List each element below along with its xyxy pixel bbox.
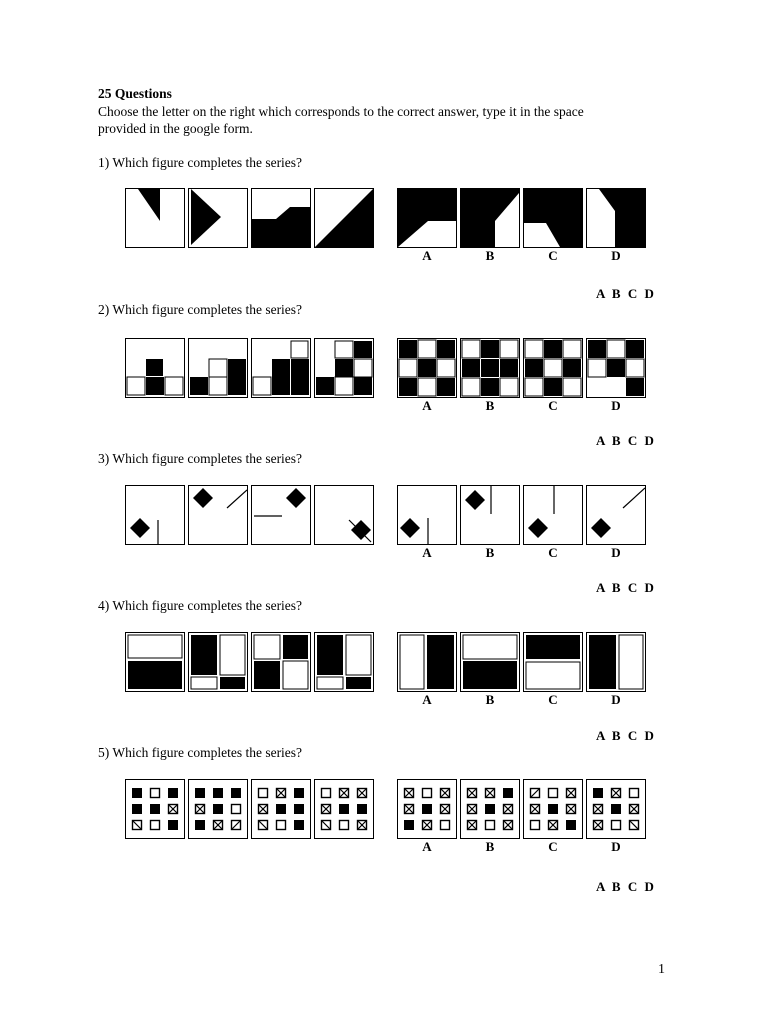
option-figure-b[interactable] (460, 338, 520, 398)
series-figure-2 (188, 338, 248, 398)
option-figure-a[interactable] (397, 779, 457, 839)
answer-choices: A B C D (596, 580, 654, 595)
instructions-line-1: Choose the letter on the right which corresponds to the correct answer, type it in the space (98, 104, 584, 119)
question-3 (0, 450, 768, 600)
option-label-d: D (611, 839, 621, 854)
question-prompt: 1) Which figure completes the series? (98, 155, 303, 170)
option-label-d: D (611, 545, 621, 560)
option-figure-c[interactable] (523, 485, 583, 545)
option-label-d: D (611, 398, 621, 413)
series-figure-4 (314, 188, 374, 248)
question-prompt: 3) Which figure completes the series? (98, 451, 303, 466)
option-label-c: C (548, 398, 558, 413)
series-figure-3 (251, 188, 311, 248)
option-label-d: D (611, 692, 621, 707)
option-label-c: C (548, 248, 558, 263)
series-figure-1 (125, 779, 185, 839)
option-label-a: A (422, 398, 432, 413)
option-label-b: B (485, 248, 495, 263)
answer-choices: A B C D (596, 728, 654, 743)
option-label-c: C (548, 839, 558, 854)
question-1 (0, 154, 768, 304)
series-figure-2 (188, 188, 248, 248)
answer-choices: A B C D (596, 879, 654, 894)
series-figure-3 (251, 632, 311, 692)
series-figure-1 (125, 338, 185, 398)
option-figure-c[interactable] (523, 632, 583, 692)
option-label-b: B (485, 692, 495, 707)
series-figure-3 (251, 338, 311, 398)
instructions-line-2: provided in the google form. (98, 121, 253, 136)
option-figure-c[interactable] (523, 779, 583, 839)
series-figure-4 (314, 485, 374, 545)
option-figure-d[interactable] (586, 188, 646, 248)
answer-choices: A B C D (596, 433, 654, 448)
option-label-a: A (422, 692, 432, 707)
series-figure-4 (314, 338, 374, 398)
question-4 (0, 597, 768, 747)
option-figure-d[interactable] (586, 779, 646, 839)
series-figure-2 (188, 779, 248, 839)
option-label-a: A (422, 839, 432, 854)
option-label-a: A (422, 545, 432, 560)
series-figure-1 (125, 188, 185, 248)
series-figure-3 (251, 485, 311, 545)
series-figure-4 (314, 779, 374, 839)
option-label-b: B (485, 545, 495, 560)
option-figure-b[interactable] (460, 632, 520, 692)
series-figure-2 (188, 485, 248, 545)
option-figure-d[interactable] (586, 338, 646, 398)
option-figure-c[interactable] (523, 338, 583, 398)
page-number: 1 (658, 962, 665, 977)
option-label-a: A (422, 248, 432, 263)
series-figure-3 (251, 779, 311, 839)
option-label-d: D (611, 248, 621, 263)
option-figure-b[interactable] (460, 485, 520, 545)
series-figure-4 (314, 632, 374, 692)
option-figure-b[interactable] (460, 779, 520, 839)
option-figure-a[interactable] (397, 485, 457, 545)
question-prompt: 2) Which figure completes the series? (98, 302, 303, 317)
option-figure-a[interactable] (397, 188, 457, 248)
option-figure-c[interactable] (523, 188, 583, 248)
option-label-b: B (485, 398, 495, 413)
question-2 (0, 301, 768, 451)
page-title: 25 Questions (98, 86, 172, 101)
option-figure-b[interactable] (460, 188, 520, 248)
series-figure-1 (125, 485, 185, 545)
option-label-b: B (485, 839, 495, 854)
question-prompt: 5) Which figure completes the series? (98, 745, 303, 760)
series-figure-1 (125, 632, 185, 692)
question-5 (0, 744, 768, 894)
option-figure-a[interactable] (397, 338, 457, 398)
option-figure-d[interactable] (586, 632, 646, 692)
question-prompt: 4) Which figure completes the series? (98, 598, 303, 613)
option-figure-d[interactable] (586, 485, 646, 545)
answer-choices: A B C D (596, 286, 654, 301)
option-label-c: C (548, 692, 558, 707)
option-figure-a[interactable] (397, 632, 457, 692)
series-figure-2 (188, 632, 248, 692)
option-label-c: C (548, 545, 558, 560)
